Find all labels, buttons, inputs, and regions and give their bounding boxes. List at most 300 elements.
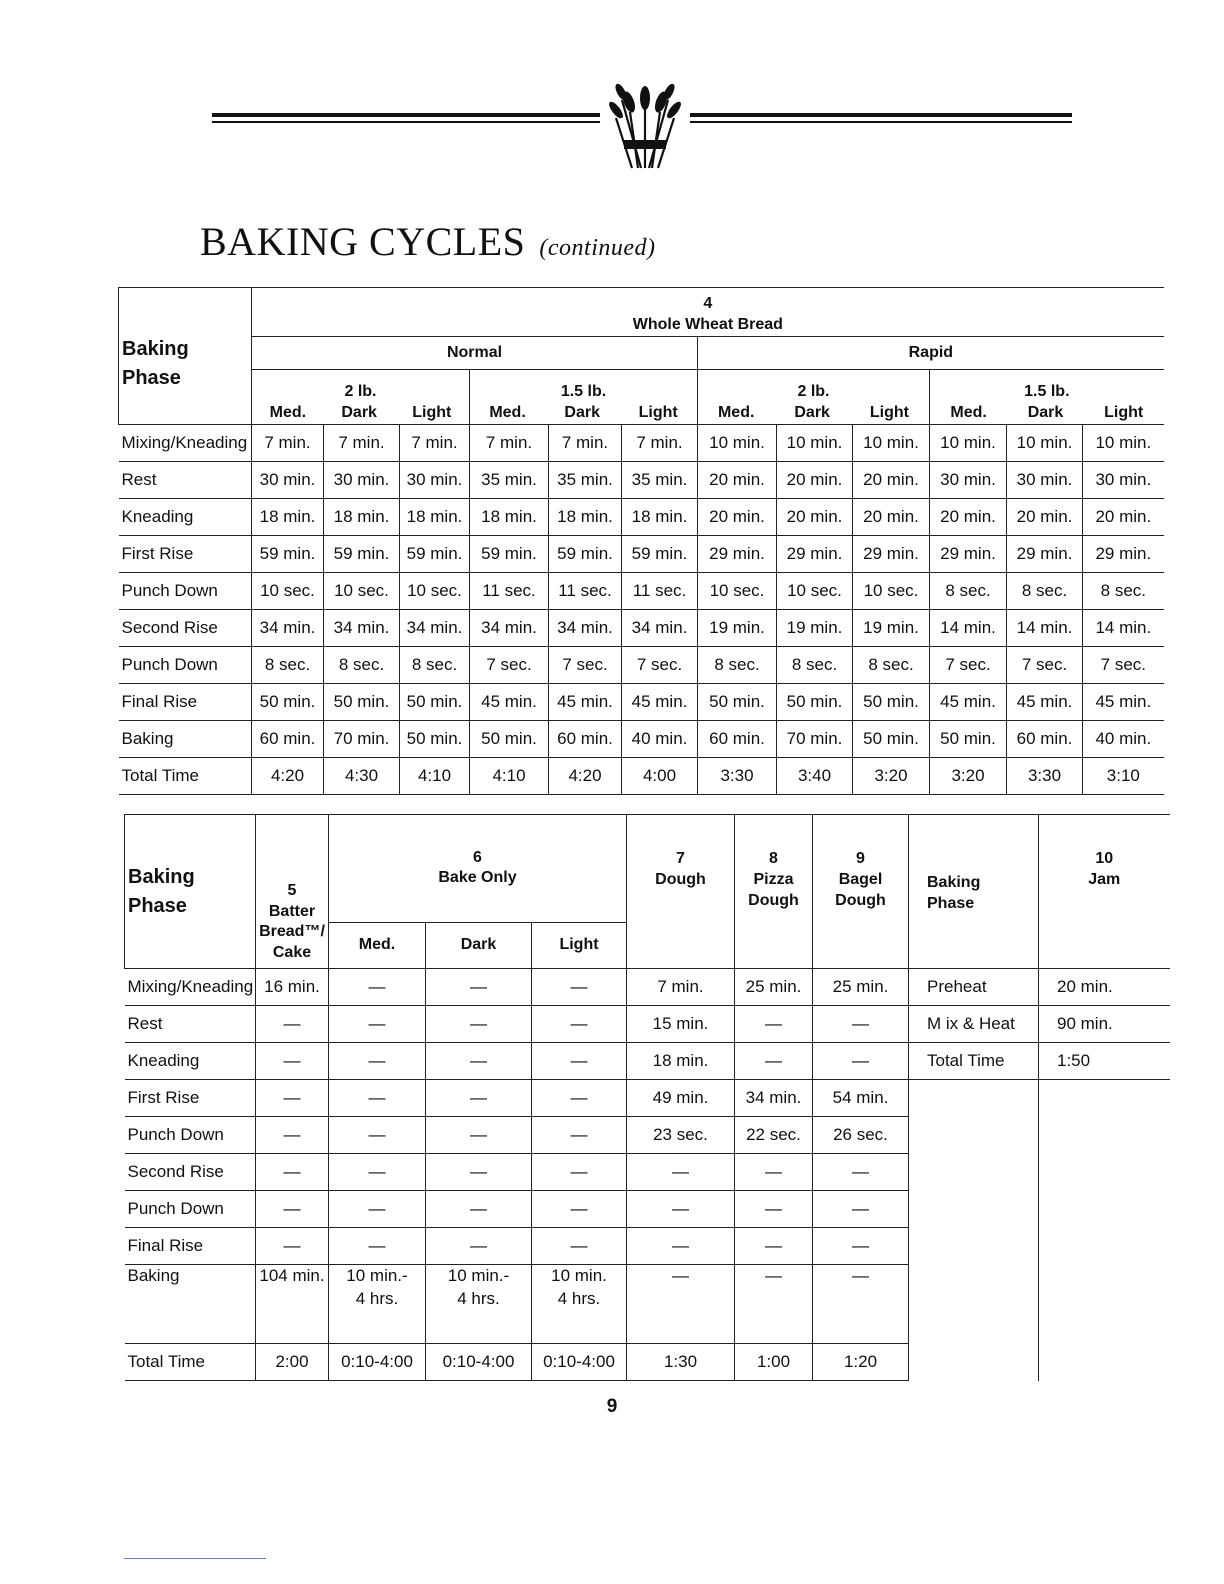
time-cell: — <box>256 1228 329 1265</box>
jam-time-cell <box>1039 1265 1170 1344</box>
size-label: 2 lb. <box>344 383 377 401</box>
jam-time-cell: 90 min. <box>1039 1006 1170 1043</box>
phase-label: First Rise <box>125 1080 256 1117</box>
table-row <box>125 1154 1170 1191</box>
time-cell: — <box>735 1006 813 1043</box>
time-cell: 30 min. <box>324 462 400 499</box>
table-row <box>125 1080 1170 1117</box>
phase-label: Punch Down <box>119 647 252 684</box>
time-cell: — <box>532 1117 627 1154</box>
time-cell: 59 min. <box>470 536 549 573</box>
time-cell: 3:30 <box>1007 758 1083 795</box>
cycle-8-name: Pizza Dough <box>748 870 799 909</box>
time-cell: — <box>532 1006 627 1043</box>
size-label: 1.5 lb. <box>560 383 607 401</box>
phase-label: Punch Down <box>125 1117 256 1154</box>
time-cell: 54 min. <box>813 1080 909 1117</box>
time-cell: 30 min. <box>1083 462 1164 499</box>
time-cell: — <box>627 1265 735 1344</box>
time-cell: 22 sec. <box>735 1117 813 1154</box>
time-cell: 7 sec. <box>930 647 1007 684</box>
phase-label: Baking <box>119 721 252 758</box>
time-cell: 50 min. <box>470 721 549 758</box>
time-cell: 10 min. <box>698 425 777 462</box>
time-cell: 29 min. <box>1083 536 1164 573</box>
cycle-6-header <box>329 815 627 923</box>
special-cycles-table-body <box>125 969 1170 1381</box>
time-cell: 30 min. <box>252 462 324 499</box>
time-cell: 70 min. <box>324 721 400 758</box>
time-cell: 40 min. <box>1083 721 1164 758</box>
time-cell: 10 min.- 4 hrs. <box>329 1265 426 1344</box>
time-cell: — <box>426 1006 532 1043</box>
crust-label: Med. <box>489 404 526 422</box>
table-row <box>119 647 1164 684</box>
crust-label: Light <box>638 404 678 422</box>
time-cell: 7 min. <box>400 425 470 462</box>
cycle-10-number: 10 <box>1095 850 1114 867</box>
phase-label: Second Rise <box>125 1154 256 1191</box>
time-cell: 4:10 <box>400 758 470 795</box>
cycle-4-name: Whole Wheat Bread <box>632 316 783 334</box>
time-cell: — <box>329 1117 426 1154</box>
table-row <box>119 425 1164 462</box>
time-cell: 45 min. <box>622 684 698 721</box>
cycle-9-number: 9 <box>856 850 865 867</box>
time-cell: 30 min. <box>930 462 1007 499</box>
time-cell: 0:10-4:00 <box>426 1344 532 1381</box>
time-cell: 20 min. <box>777 499 853 536</box>
time-cell: 8 sec. <box>930 573 1007 610</box>
time-cell: 50 min. <box>853 721 930 758</box>
cycle-7-name: Dough <box>655 870 706 888</box>
size-2lb-normal-header <box>252 370 470 425</box>
page-title <box>200 218 656 265</box>
time-cell: 29 min. <box>930 536 1007 573</box>
time-cell: 10 min. 4 hrs. <box>532 1265 627 1344</box>
size-label: 1.5 lb. <box>1024 383 1070 401</box>
time-cell: — <box>329 1006 426 1043</box>
time-cell: 3:10 <box>1083 758 1164 795</box>
size-2lb-rapid-header <box>698 370 930 425</box>
crust-label: Med. <box>717 404 755 422</box>
time-cell: 3:40 <box>777 758 853 795</box>
crust-label: Dark <box>1027 404 1064 422</box>
cycle-10-header <box>1039 815 1170 969</box>
time-cell: 0:10-4:00 <box>532 1344 627 1381</box>
time-cell: 34 min. <box>622 610 698 647</box>
cycle-8-header <box>735 815 813 969</box>
table-row <box>125 1228 1170 1265</box>
jam-time-cell <box>1039 1154 1170 1191</box>
time-cell: — <box>426 1080 532 1117</box>
time-cell: — <box>532 969 627 1006</box>
table-row <box>119 499 1164 536</box>
time-cell: 10 min. <box>930 425 1007 462</box>
time-cell: 50 min. <box>930 721 1007 758</box>
time-cell: 10 min. <box>853 425 930 462</box>
time-cell: 35 min. <box>622 462 698 499</box>
time-cell: 30 min. <box>400 462 470 499</box>
crust-label: Dark <box>794 404 830 422</box>
crust-label: Med. <box>269 404 307 422</box>
table-row <box>125 1191 1170 1228</box>
time-cell: 19 min. <box>777 610 853 647</box>
time-cell: — <box>532 1154 627 1191</box>
time-cell: 19 min. <box>853 610 930 647</box>
cycle-7-number: 7 <box>676 850 685 867</box>
jam-phase-label <box>909 1191 1039 1228</box>
time-cell: — <box>735 1043 813 1080</box>
whole-wheat-cycle-table <box>118 287 1164 795</box>
time-cell: 8 sec. <box>324 647 400 684</box>
jam-time-cell <box>1039 1344 1170 1381</box>
time-cell: — <box>329 1191 426 1228</box>
time-cell: — <box>813 1006 909 1043</box>
jam-phase-header-text: Baking Phase <box>927 874 981 912</box>
time-cell: — <box>532 1191 627 1228</box>
time-cell: 7 sec. <box>549 647 622 684</box>
time-cell: 50 min. <box>777 684 853 721</box>
time-cell: — <box>426 1154 532 1191</box>
time-cell: 50 min. <box>252 684 324 721</box>
cycle-7-header <box>627 815 735 969</box>
phase-label: First Rise <box>119 536 252 573</box>
time-cell: 34 min. <box>549 610 622 647</box>
jam-time-cell: 1:50 <box>1039 1043 1170 1080</box>
time-cell: 3:20 <box>930 758 1007 795</box>
crust-label: Med. <box>329 922 426 968</box>
time-cell: 1:20 <box>813 1344 909 1381</box>
phase-label: Punch Down <box>119 573 252 610</box>
time-cell: 50 min. <box>698 684 777 721</box>
time-cell: 20 min. <box>930 499 1007 536</box>
time-cell: 1:30 <box>627 1344 735 1381</box>
jam-phase-label: M ix & Heat <box>909 1006 1039 1043</box>
time-cell: — <box>329 1043 426 1080</box>
cycle-6-name: Bake Only <box>438 869 517 887</box>
phase-label: Final Rise <box>125 1228 256 1265</box>
normal-mode-header: Normal <box>252 337 698 370</box>
time-cell: — <box>256 1117 329 1154</box>
time-cell: — <box>329 1154 426 1191</box>
time-cell: 25 min. <box>735 969 813 1006</box>
jam-time-cell <box>1039 1080 1170 1117</box>
time-cell: 7 min. <box>324 425 400 462</box>
table-row <box>119 462 1164 499</box>
time-cell: — <box>813 1043 909 1080</box>
time-cell: 15 min. <box>627 1006 735 1043</box>
phase-label: Kneading <box>125 1043 256 1080</box>
time-cell: 10 min. <box>1083 425 1164 462</box>
time-cell: 18 min. <box>622 499 698 536</box>
time-cell: 18 min. <box>627 1043 735 1080</box>
time-cell: 60 min. <box>1007 721 1083 758</box>
time-cell: 10 sec. <box>400 573 470 610</box>
size-label: 2 lb. <box>797 383 830 401</box>
table-row <box>119 610 1164 647</box>
time-cell: 11 sec. <box>549 573 622 610</box>
time-cell: 35 min. <box>549 462 622 499</box>
jam-time-cell: 20 min. <box>1039 969 1170 1006</box>
table-row <box>125 1265 1170 1344</box>
baking-phase-header <box>125 815 256 969</box>
size-15lb-rapid-header <box>930 370 1164 425</box>
time-cell: 7 min. <box>622 425 698 462</box>
time-cell: 7 min. <box>470 425 549 462</box>
footer-rule <box>124 1558 266 1559</box>
time-cell: — <box>735 1265 813 1344</box>
cycle-9-header <box>813 815 909 969</box>
table-row <box>125 1117 1170 1154</box>
baking-phase-header-text: Baking Phase <box>128 865 195 917</box>
time-cell: — <box>426 1191 532 1228</box>
time-cell: 20 min. <box>777 462 853 499</box>
time-cell: 49 min. <box>627 1080 735 1117</box>
time-cell: — <box>329 969 426 1006</box>
time-cell: — <box>627 1154 735 1191</box>
phase-label: Final Rise <box>119 684 252 721</box>
table-row <box>125 1344 1170 1381</box>
time-cell: 7 sec. <box>622 647 698 684</box>
phase-label: Baking <box>125 1265 256 1344</box>
time-cell: 40 min. <box>622 721 698 758</box>
time-cell: — <box>256 1191 329 1228</box>
cycle-4-header <box>252 288 1164 337</box>
time-cell: 4:20 <box>252 758 324 795</box>
crust-label: Dark <box>341 404 377 422</box>
time-cell: 30 min. <box>1007 462 1083 499</box>
jam-time-cell <box>1039 1191 1170 1228</box>
time-cell: 8 sec. <box>252 647 324 684</box>
cycle-5-name: Batter Bread™/ Cake <box>259 902 325 962</box>
time-cell: 50 min. <box>400 721 470 758</box>
time-cell: — <box>256 1006 329 1043</box>
time-cell: 45 min. <box>1083 684 1164 721</box>
time-cell: 34 min. <box>735 1080 813 1117</box>
time-cell: 45 min. <box>470 684 549 721</box>
crust-label: Light <box>869 404 909 422</box>
time-cell: 10 sec. <box>324 573 400 610</box>
time-cell: — <box>256 1080 329 1117</box>
time-cell: 18 min. <box>549 499 622 536</box>
table-row <box>119 536 1164 573</box>
crust-label: Light <box>1104 404 1144 422</box>
time-cell: 10 sec. <box>853 573 930 610</box>
time-cell: 10 min. <box>1007 425 1083 462</box>
jam-phase-label <box>909 1117 1039 1154</box>
time-cell: 8 sec. <box>777 647 853 684</box>
time-cell: 10 min. <box>777 425 853 462</box>
jam-phase-label: Preheat <box>909 969 1039 1006</box>
time-cell: 8 sec. <box>853 647 930 684</box>
time-cell: 29 min. <box>1007 536 1083 573</box>
time-cell: 59 min. <box>252 536 324 573</box>
phase-label: Rest <box>125 1006 256 1043</box>
time-cell: 60 min. <box>252 721 324 758</box>
time-cell: 59 min. <box>549 536 622 573</box>
time-cell: 10 min.- 4 hrs. <box>426 1265 532 1344</box>
time-cell: — <box>813 1191 909 1228</box>
time-cell: 8 sec. <box>400 647 470 684</box>
time-cell: 14 min. <box>1007 610 1083 647</box>
crust-label: Dark <box>426 922 532 968</box>
table-row <box>125 1006 1170 1043</box>
jam-phase-label: Total Time <box>909 1043 1039 1080</box>
table-row <box>119 573 1164 610</box>
phase-label: Mixing/Kneading <box>119 425 252 462</box>
time-cell: 60 min. <box>698 721 777 758</box>
time-cell: — <box>426 1228 532 1265</box>
time-cell: — <box>426 1043 532 1080</box>
time-cell: 59 min. <box>400 536 470 573</box>
time-cell: 3:30 <box>698 758 777 795</box>
jam-phase-label <box>909 1265 1039 1344</box>
phase-label: Rest <box>119 462 252 499</box>
table-row <box>119 721 1164 758</box>
time-cell: 4:00 <box>622 758 698 795</box>
time-cell: 18 min. <box>400 499 470 536</box>
crust-label: Light <box>532 922 627 968</box>
phase-label: Kneading <box>119 499 252 536</box>
time-cell: 7 sec. <box>1083 647 1164 684</box>
time-cell: — <box>329 1228 426 1265</box>
time-cell: 35 min. <box>470 462 549 499</box>
phase-label: Total Time <box>119 758 252 795</box>
time-cell: — <box>532 1228 627 1265</box>
whole-wheat-table-body <box>119 425 1164 795</box>
time-cell: — <box>813 1154 909 1191</box>
phase-label: Second Rise <box>119 610 252 647</box>
cycle-5-number: 5 <box>287 881 297 899</box>
time-cell: 10 sec. <box>252 573 324 610</box>
table-row <box>125 1043 1170 1080</box>
time-cell: 34 min. <box>470 610 549 647</box>
time-cell: 7 sec. <box>1007 647 1083 684</box>
time-cell: 20 min. <box>698 499 777 536</box>
cycle-8-number: 8 <box>769 850 778 867</box>
time-cell: 4:20 <box>549 758 622 795</box>
time-cell: 29 min. <box>853 536 930 573</box>
time-cell: 8 sec. <box>698 647 777 684</box>
phase-label: Total Time <box>125 1344 256 1381</box>
time-cell: 45 min. <box>549 684 622 721</box>
time-cell: — <box>256 1043 329 1080</box>
time-cell: 25 min. <box>813 969 909 1006</box>
time-cell: 59 min. <box>324 536 400 573</box>
time-cell: 34 min. <box>324 610 400 647</box>
time-cell: 11 sec. <box>622 573 698 610</box>
time-cell: 1:00 <box>735 1344 813 1381</box>
jam-phase-label <box>909 1344 1039 1381</box>
time-cell: 34 min. <box>252 610 324 647</box>
time-cell: 18 min. <box>324 499 400 536</box>
time-cell: — <box>426 969 532 1006</box>
time-cell: 4:30 <box>324 758 400 795</box>
time-cell: — <box>735 1191 813 1228</box>
time-cell: 4:10 <box>470 758 549 795</box>
time-cell: 10 sec. <box>777 573 853 610</box>
time-cell: 50 min. <box>400 684 470 721</box>
time-cell: 20 min. <box>698 462 777 499</box>
time-cell: 8 sec. <box>1083 573 1164 610</box>
time-cell: 16 min. <box>256 969 329 1006</box>
time-cell: 45 min. <box>1007 684 1083 721</box>
rapid-mode-header: Rapid <box>698 337 1164 370</box>
time-cell: 23 sec. <box>627 1117 735 1154</box>
jam-phase-label <box>909 1228 1039 1265</box>
jam-time-cell <box>1039 1117 1170 1154</box>
time-cell: — <box>256 1154 329 1191</box>
cycle-9-name: Bagel Dough <box>835 870 886 909</box>
time-cell: 7 sec. <box>470 647 549 684</box>
time-cell: 10 sec. <box>698 573 777 610</box>
cycle-4-number: 4 <box>703 295 713 313</box>
time-cell: — <box>532 1080 627 1117</box>
time-cell: — <box>813 1265 909 1344</box>
table-row <box>125 969 1170 1006</box>
time-cell: 14 min. <box>930 610 1007 647</box>
time-cell: 7 min. <box>627 969 735 1006</box>
time-cell: 7 min. <box>549 425 622 462</box>
time-cell: 20 min. <box>853 462 930 499</box>
time-cell: 20 min. <box>1007 499 1083 536</box>
time-cell: 70 min. <box>777 721 853 758</box>
time-cell: — <box>627 1191 735 1228</box>
table-row <box>119 684 1164 721</box>
table-row <box>119 758 1164 795</box>
cycle-5-header <box>256 815 329 969</box>
time-cell: 59 min. <box>622 536 698 573</box>
time-cell: — <box>627 1228 735 1265</box>
title-suffix: (continued) <box>539 235 656 261</box>
crust-label: Dark <box>564 404 600 422</box>
jam-time-cell <box>1039 1228 1170 1265</box>
time-cell: 19 min. <box>698 610 777 647</box>
time-cell: 104 min. <box>256 1265 329 1344</box>
time-cell: 45 min. <box>930 684 1007 721</box>
time-cell: 11 sec. <box>470 573 549 610</box>
time-cell: — <box>813 1228 909 1265</box>
time-cell: — <box>426 1117 532 1154</box>
time-cell: 29 min. <box>698 536 777 573</box>
jam-phase-header <box>909 815 1039 969</box>
time-cell: 50 min. <box>853 684 930 721</box>
phase-label: Mixing/Kneading <box>125 969 256 1006</box>
time-cell: 29 min. <box>777 536 853 573</box>
time-cell: 2:00 <box>256 1344 329 1381</box>
page-number: 9 <box>606 1396 618 1417</box>
time-cell: — <box>735 1154 813 1191</box>
crust-label: Med. <box>950 404 987 422</box>
special-cycles-table <box>124 814 1170 1381</box>
title-text: BAKING CYCLES <box>200 219 526 264</box>
time-cell: 18 min. <box>470 499 549 536</box>
time-cell: 60 min. <box>549 721 622 758</box>
cycle-6-number: 6 <box>473 848 482 866</box>
size-15lb-normal-header <box>470 370 698 425</box>
wheat-sheaf-icon <box>600 78 690 170</box>
time-cell: 14 min. <box>1083 610 1164 647</box>
phase-label: Punch Down <box>125 1191 256 1228</box>
jam-phase-label <box>909 1080 1039 1117</box>
baking-phase-header-text: Baking Phase <box>122 338 189 389</box>
time-cell: 7 min. <box>252 425 324 462</box>
time-cell: 18 min. <box>252 499 324 536</box>
time-cell: — <box>532 1043 627 1080</box>
time-cell: — <box>735 1228 813 1265</box>
time-cell: 34 min. <box>400 610 470 647</box>
